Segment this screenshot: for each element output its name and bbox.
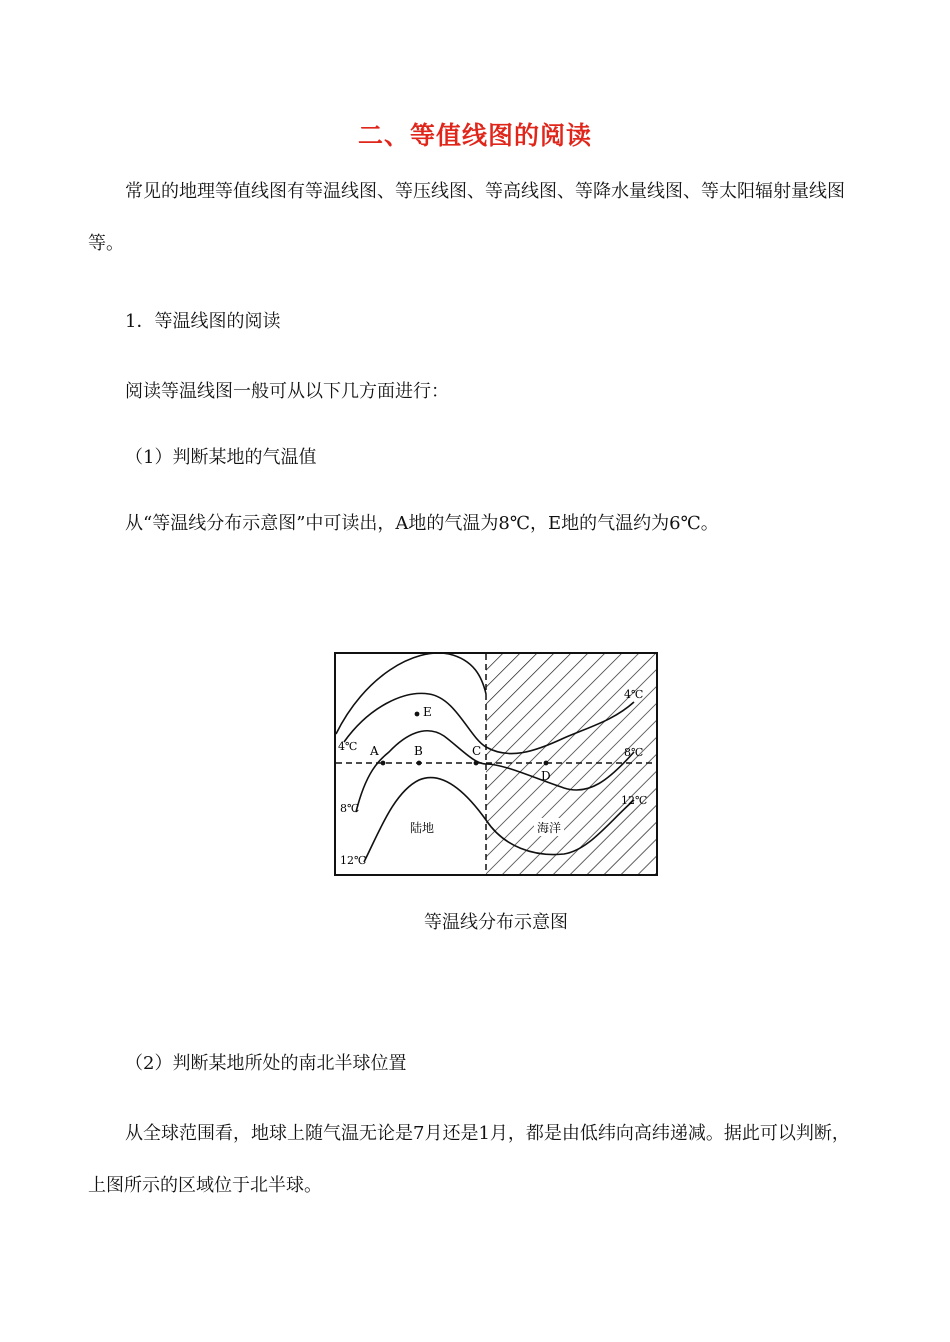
point-d-dot <box>544 761 549 766</box>
point-a-label: A <box>370 744 379 758</box>
right-8c-label: 8℃ <box>624 746 644 759</box>
point-d-label: D <box>541 769 551 783</box>
right-4c-label: 4℃ <box>624 688 644 701</box>
hemisphere-paragraph: 从全球范围看，地球上随气温无论是7月还是1月，都是由低纬向高纬递减。据此可以判断，上图所示的区域位于北半球。 <box>88 1123 850 1196</box>
point-e-dot <box>415 712 420 717</box>
land-label: 陆地 <box>410 821 435 835</box>
temperature-reading-paragraph: 从“等温线分布示意图”中可读出，A地的气温为8℃，E地的气温约为6℃。 <box>125 513 719 534</box>
point-b-dot <box>417 761 422 766</box>
subheading-temperature-value: （1）判断某地的气温值 <box>125 447 317 468</box>
point-c-label: C <box>472 744 482 758</box>
right-12c-label: 12℃ <box>621 794 648 807</box>
figure-caption: 等温线分布示意图 <box>424 912 568 933</box>
subheading-hemisphere: （2）判断某地所处的南北半球位置 <box>125 1053 407 1074</box>
isotherm-diagram <box>334 652 658 876</box>
reading-intro: 阅读等温线图一般可从以下几方面进行： <box>125 381 449 402</box>
left-4c-label: 4℃ <box>338 740 358 753</box>
section-heading-isotherm: 1．等温线图的阅读 <box>125 311 281 332</box>
ocean-hatch-area <box>486 653 656 875</box>
point-b-label: B <box>414 744 423 758</box>
intro-paragraph: 常见的地理等值线图有等温线图、等压线图、等高线图、等降水量线图、等太阳辐射量线图等。 <box>88 181 845 254</box>
point-e-label: E <box>423 705 432 719</box>
left-12c-label: 12℃ <box>340 854 367 867</box>
point-c-dot <box>474 761 479 766</box>
ocean-label: 海洋 <box>537 821 562 835</box>
point-a-dot <box>381 761 386 766</box>
page-title: 二、等值线图的阅读 <box>357 121 592 150</box>
left-8c-label: 8℃ <box>340 802 360 815</box>
isotherm-figure <box>334 652 658 876</box>
